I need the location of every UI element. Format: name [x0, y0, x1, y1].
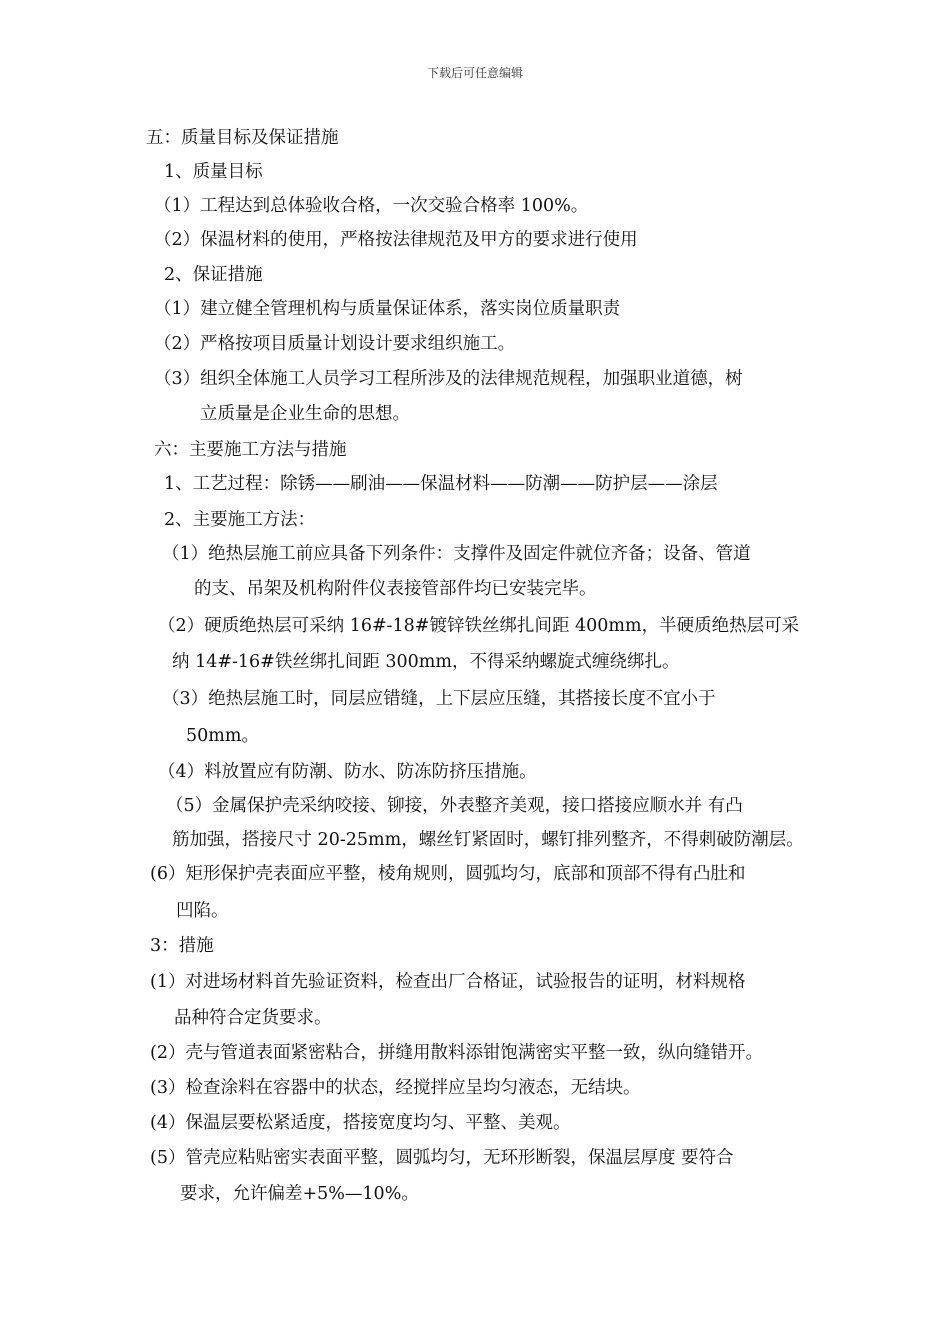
subsection-heading: 1、质量目标 — [164, 162, 263, 182]
paragraph-line: （4）料放置应有防潮、防水、防冻防挤压措施。 — [158, 762, 537, 782]
paragraph-line: 要求，允许偏差+5%—10%。 — [180, 1184, 419, 1204]
paragraph-line: 筋加强，搭接尺寸 20-25mm，螺丝钉紧固时，螺钉排列整齐，不得刺破防潮层。 — [172, 830, 804, 850]
paragraph-line: 的支、吊架及机构附件仪表接管部件均已安装完毕。 — [194, 579, 597, 599]
paragraph-line: （3）绝热层施工时，同层应错缝，上下层应压缝，其搭接长度不宜小于 — [162, 689, 716, 709]
paragraph-line: （2）保温材料的使用，严格按法律规范及甲方的要求进行使用 — [154, 230, 638, 250]
paragraph-line: 50mm。 — [186, 726, 259, 746]
paragraph-line: 立质量是企业生命的思想。 — [200, 404, 410, 424]
paragraph-line: 凹陷。 — [176, 901, 229, 921]
section-heading: 五：质量目标及保证措施 — [146, 128, 339, 148]
subsection-heading: 2、主要施工方法： — [164, 510, 316, 530]
subsection-heading: 2、保证措施 — [164, 265, 263, 285]
paragraph-line: （1）建立健全管理机构与质量保证体系，落实岗位质量职责 — [154, 299, 621, 319]
paragraph-line: (1）对进场材料首先验证资料，检查出厂合格证，试验报告的证明，材料规格 — [150, 972, 746, 992]
paragraph-line: 品种符合定货要求。 — [174, 1008, 332, 1028]
subsection-heading: 1、工艺过程：除锈——刷油——保温材料——防潮——防护层——涂层 — [164, 474, 718, 494]
paragraph-line: (2）壳与管道表面紧密粘合，拼缝用散料添钳饱满密实平整一致，纵向缝错开。 — [150, 1043, 763, 1063]
paragraph-line: （1）工程达到总体验收合格，一次交验合格率 100%。 — [154, 196, 589, 216]
paragraph-line: (3）检查涂料在容器中的状态，经搅拌应呈均匀液态，无结块。 — [150, 1078, 641, 1098]
paragraph-line: （2）硬质绝热层可采纳 16#-18#镀锌铁丝绑扎间距 400mm，半硬质绝热层可采 — [158, 616, 800, 636]
paragraph-line: （3）组织全体施工人员学习工程所涉及的法律规范规程，加强职业道德，树 — [154, 369, 743, 389]
section-heading: 3：措施 — [150, 936, 214, 956]
section-heading: 六：主要施工方法与措施 — [154, 440, 347, 460]
paragraph-line: 纳 14#-16#铁丝绑扎间距 300mm，不得采纳螺旋式缠绕绑扎。 — [172, 652, 680, 672]
page-header-note: 下载后可任意编辑 — [426, 66, 523, 80]
paragraph-line: （2）严格按项目质量计划设计要求组织施工。 — [154, 334, 516, 354]
paragraph-line: (6）矩形保护壳表面应平整，棱角规则，圆弧均匀，底部和顶部不得有凸肚和 — [150, 864, 746, 884]
paragraph-line: (4）保温层要松紧适度，搭接宽度均匀、平整、美观。 — [150, 1113, 571, 1133]
paragraph-line: （5）金属保护壳采纳咬接、铆接，外表整齐美观，接口搭接应顺水并 有凸 — [166, 796, 743, 816]
paragraph-line: (5）管壳应粘贴密实表面平整，圆弧均匀，无环形断裂，保温层厚度 要符合 — [150, 1148, 734, 1168]
paragraph-line: （1）绝热层施工前应具备下列条件：支撑件及固定件就位齐备；设备、管道 — [162, 544, 751, 564]
